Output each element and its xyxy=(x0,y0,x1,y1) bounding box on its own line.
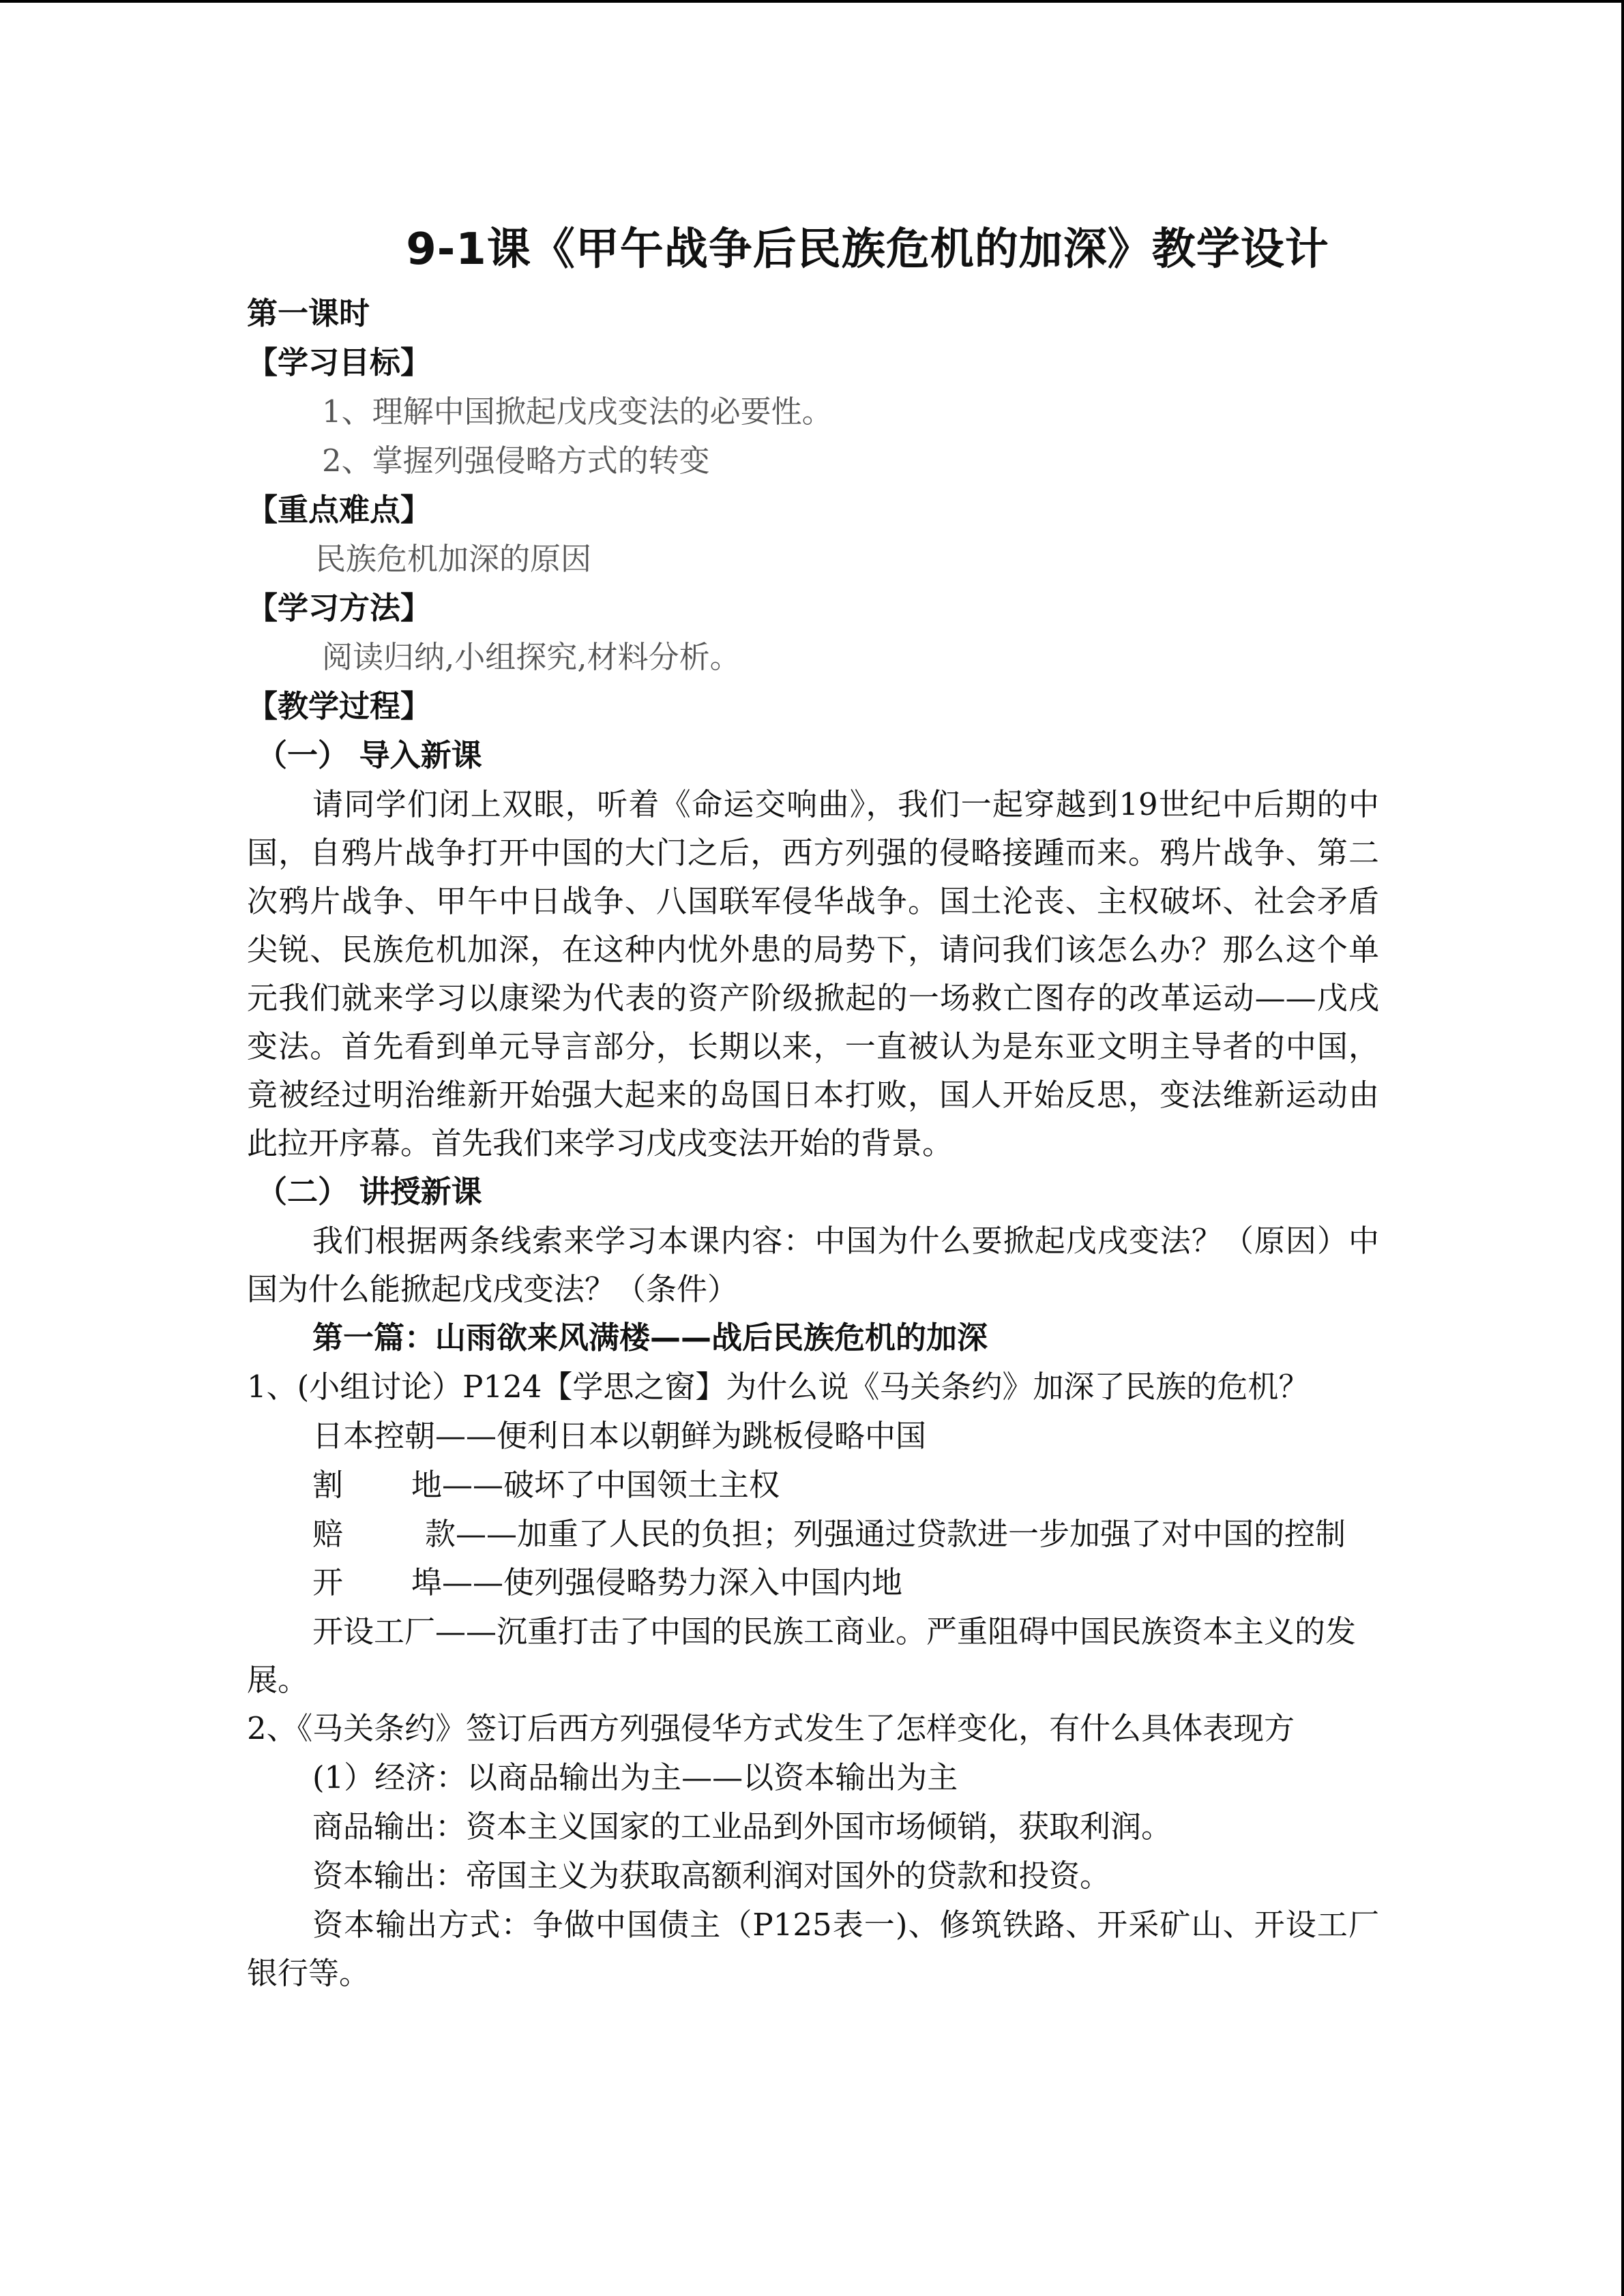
treaty-item-term: 赔 xyxy=(312,1516,344,1552)
treaty-item-term: 埠 xyxy=(411,1564,443,1600)
process-heading: 【教学过程】 xyxy=(247,688,432,724)
treaty-item xyxy=(247,1510,1379,1558)
page-border-right xyxy=(1621,0,1624,2296)
lesson-period: 第一课时 xyxy=(247,295,370,331)
treaty-item xyxy=(247,1607,1379,1704)
question-1: 1、(小组讨论）P124【学思之窗】为什么说《马关条约》加深了民族的危机？ xyxy=(247,1369,1310,1405)
keypoints-heading: 【重点难点】 xyxy=(247,492,432,528)
economy-line: (1）经济：以商品输出为主——以资本输出为主 xyxy=(312,1759,958,1795)
goods-export-line: 商品输出：资本主义国家的工业品到外国市场倾销，获取利润。 xyxy=(312,1808,1172,1845)
goals-heading: 【学习目标】 xyxy=(247,344,432,381)
treaty-item-term: 开 xyxy=(312,1564,344,1600)
goal-item: 1、理解中国掀起戊戌变法的必要性。 xyxy=(322,393,833,430)
chapter-heading: 第一篇：山雨欲来风满楼——战后民族危机的加深 xyxy=(312,1320,988,1356)
methods-text: 阅读归纳,小组探究,材料分析。 xyxy=(322,639,741,675)
part1-heading: （一） 导入新课 xyxy=(256,737,482,773)
treaty-item xyxy=(247,1461,1379,1510)
question-2: 2、《马关条约》签订后西方列强侵华方式发生了怎样变化，有什么具体表现方 xyxy=(247,1710,1295,1746)
treaty-item-desc: ——便利日本以朝鲜为跳板侵略中国 xyxy=(435,1418,927,1454)
treaty-item-term: 款 xyxy=(425,1516,456,1552)
treaty-item-desc: ——破坏了中国领土主权 xyxy=(442,1467,780,1503)
treaty-item-desc: ——沉重打击了中国的民族工商业。严重阻碍中国民族资本主义的发展。 xyxy=(247,1613,1357,1698)
capital-export-ways: 资本输出方式：争做中国债主（P125表一)、修筑铁路、开采矿山、开设工厂银行等。 xyxy=(247,1907,1379,1991)
treaty-item-desc: ——加重了人民的负担；列强通过贷款进一步加强了对中国的控制 xyxy=(456,1516,1346,1552)
part2-intro: 我们根据两条线索来学习本课内容：中国为什么要掀起戊戌变法？（原因）中国为什么能掀起戊戌变法？（条件） xyxy=(247,1223,1379,1307)
treaty-item-desc: ——使列强侵略势力深入中国内地 xyxy=(442,1564,903,1600)
treaty-item-term: 开设工厂 xyxy=(312,1613,436,1650)
treaty-item xyxy=(247,1412,1379,1461)
treaty-item-term: 割 xyxy=(312,1467,344,1503)
part2-heading: （二） 讲授新课 xyxy=(256,1174,482,1210)
treaty-item-term: 日本控朝 xyxy=(312,1418,436,1454)
keypoints-text: 民族危机加深的原因 xyxy=(315,541,592,577)
treaty-item-term: 地 xyxy=(411,1467,443,1503)
document-page xyxy=(247,205,1379,1997)
methods-heading: 【学习方法】 xyxy=(247,590,432,626)
part1-paragraph: 请同学们闭上双眼，听着《命运交响曲》，我们一起穿越到19世纪中后期的中国，自鸦片战争打开中国的大门之后，西方列强的侵略接踵而来。鸦片战争、第二次鸦片战争、甲午中日战争、八国联军侵华战争。国土沦丧、主权破坏、社会矛盾尖锐、民族危机加深，在这种内忧外患的局势下，请问我们该怎么办？那么这个单元我们就来学习以康梁为代表的资产阶级掀起的一场救亡图存的改革运动——戊戌变法。首先看到单元导言部分，长期以来，一直被认为是东亚文明主导者的中国，竟被经过明治维新开始强大起来的岛国日本打败，国人开始反思，变法维新运动由此拉开序幕。首先我们来学习戊戌变法开始的背景。 xyxy=(247,786,1379,1161)
page-title: 9-1课《甲午战争后民族危机的加深》教学设计 xyxy=(406,224,1329,275)
page-border-top xyxy=(0,0,1624,3)
goal-item: 2、掌握列强侵略方式的转变 xyxy=(322,443,710,479)
capital-export-line: 资本输出：帝国主义为获取高额利润对国外的贷款和投资。 xyxy=(312,1858,1111,1894)
treaty-item xyxy=(247,1558,1379,1607)
